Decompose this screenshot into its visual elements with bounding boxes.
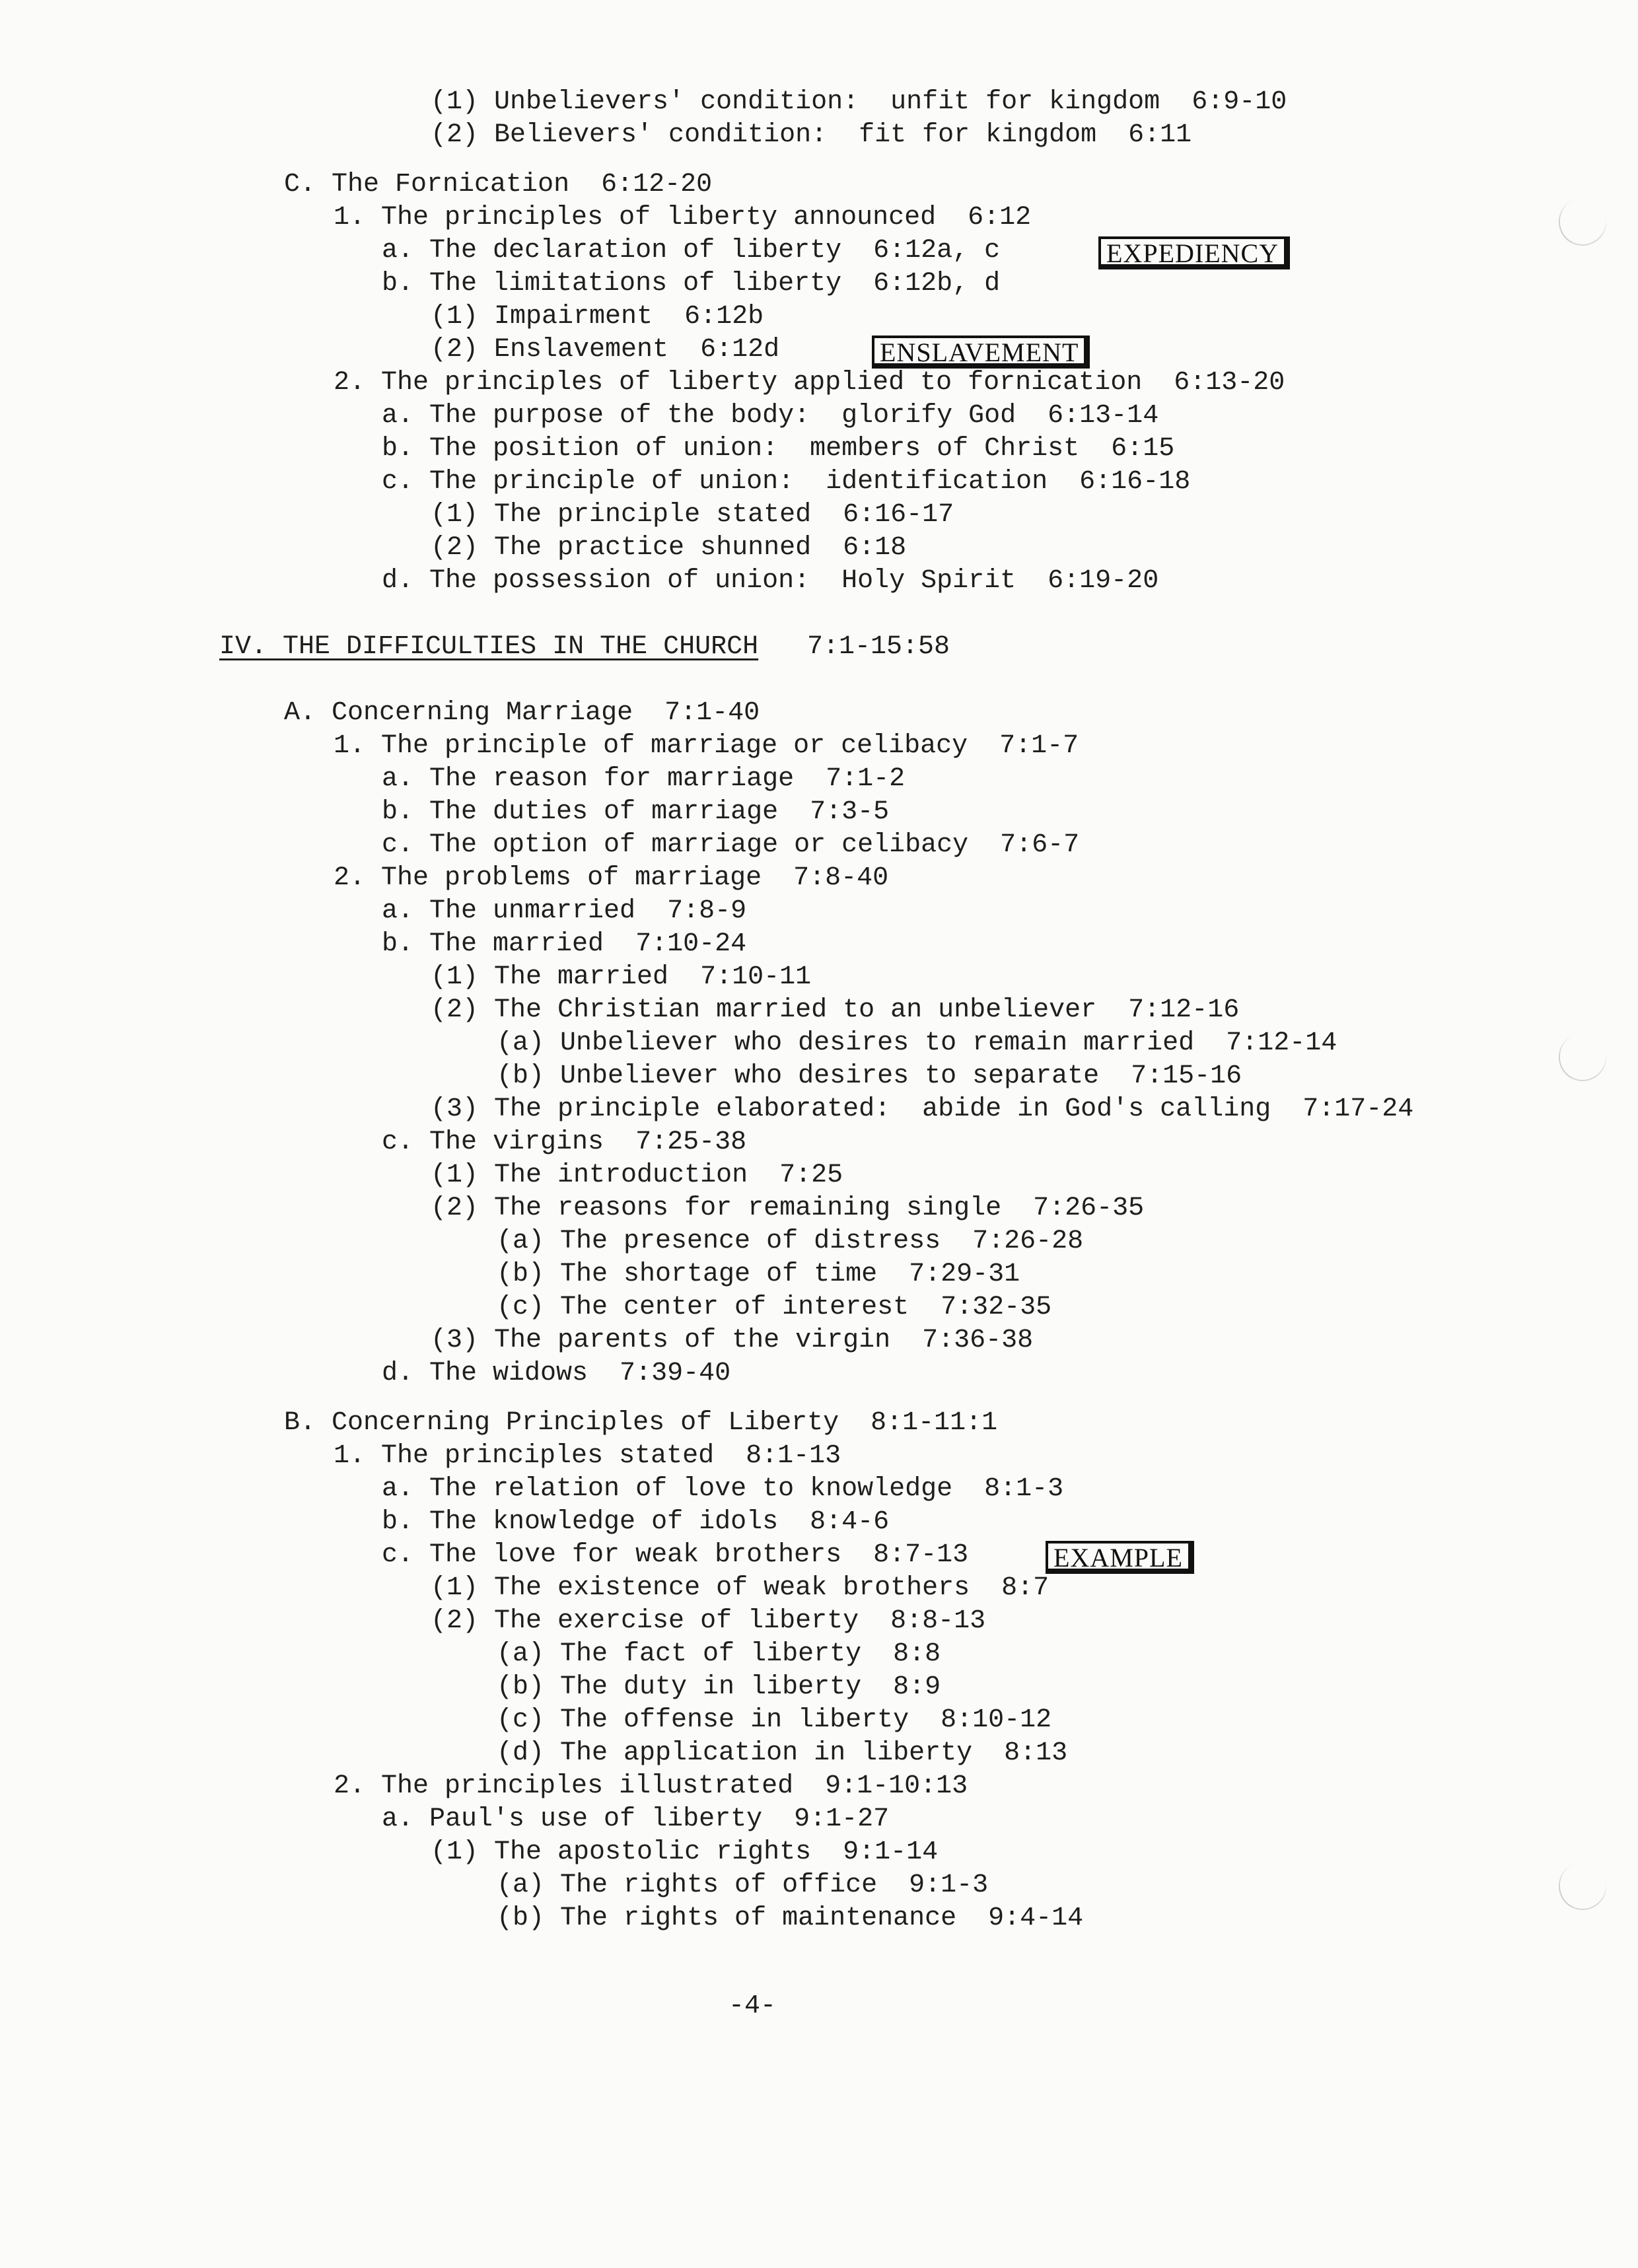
outline-line: B. Concerning Principles of Liberty 8:1-11:1 <box>284 1408 998 1438</box>
outline-line: 2. The principles illustrated 9:1-10:13 <box>334 1771 968 1801</box>
outline-line: (a) The rights of office 9:1-3 <box>497 1870 989 1900</box>
outline-line: b. The duties of marriage 7:3-5 <box>382 797 890 827</box>
outline-line: (1) The apostolic rights 9:1-14 <box>431 1837 939 1867</box>
outline-line: 2. The principles of liberty applied to fornication 6:13-20 <box>334 368 1285 398</box>
outline-line: (3) The principle elaborated: abide in God's calling 7:17-24 <box>431 1094 1414 1124</box>
outline-line: (2) Believers' condition: fit for kingdom 6:11 <box>431 120 1192 150</box>
punch-hole-mark <box>1552 192 1613 252</box>
outline-line: a. The declaration of liberty 6:12a, c <box>382 236 1001 266</box>
outline-line: (2) The exercise of liberty 8:8-13 <box>431 1606 986 1636</box>
section-heading-reference: 7:1-15:58 <box>807 632 950 662</box>
outline-line: d. The possession of union: Holy Spirit 6:19-20 <box>382 566 1159 596</box>
outline-line: a. The unmarried 7:8-9 <box>382 896 747 926</box>
outline-line: (b) Unbeliever who desires to separate 7:15-16 <box>497 1061 1242 1091</box>
outline-line: a. Paul's use of liberty 9:1-27 <box>382 1804 890 1834</box>
outline-line: (b) The duty in liberty 8:9 <box>497 1672 941 1702</box>
outline-line: C. The Fornication 6:12-20 <box>284 170 713 199</box>
outline-line: 1. The principles stated 8:1-13 <box>334 1441 841 1471</box>
outline-line: (d) The application in liberty 8:13 <box>497 1738 1068 1768</box>
outline-line: (2) Enslavement 6:12d <box>431 335 780 365</box>
outline-line: b. The position of union: members of Christ 6:15 <box>382 434 1175 464</box>
outline-line: c. The option of marriage or celibacy 7:6-7 <box>382 830 1080 860</box>
outline-line: (1) The existence of weak brothers 8:7 <box>431 1573 1050 1603</box>
example-stamp: EXAMPLE <box>1046 1541 1194 1574</box>
outline-line: 1. The principles of liberty announced 6:12 <box>334 203 1032 232</box>
outline-line: (b) The shortage of time 7:29-31 <box>497 1259 1020 1289</box>
outline-line: (a) The presence of distress 7:26-28 <box>497 1226 1084 1256</box>
outline-line: a. The reason for marriage 7:1-2 <box>382 764 906 794</box>
outline-line: (1) Impairment 6:12b <box>431 302 764 332</box>
outline-line: (c) The center of interest 7:32-35 <box>497 1293 1052 1322</box>
punch-hole-mark <box>1552 1856 1613 1917</box>
outline-line: 2. The problems of marriage 7:8-40 <box>334 863 889 893</box>
page-number: -4- <box>729 1991 777 2021</box>
outline-line: c. The principle of union: identification 6:16-18 <box>382 467 1191 497</box>
outline-line: (2) The Christian married to an unbeliever 7:12-16 <box>431 995 1240 1025</box>
outline-line: (1) The introduction 7:25 <box>431 1160 843 1190</box>
outline-line: (1) The principle stated 6:16-17 <box>431 500 954 530</box>
outline-line: (c) The offense in liberty 8:10-12 <box>497 1705 1052 1735</box>
outline-line: (2) The reasons for remaining single 7:26-35 <box>431 1193 1145 1223</box>
outline-line: (1) The married 7:10-11 <box>431 962 812 992</box>
section-heading: IV. THE DIFFICULTIES IN THE CHURCH <box>219 632 759 662</box>
punch-hole-mark <box>1552 1027 1613 1088</box>
outline-line: (3) The parents of the virgin 7:36-38 <box>431 1326 1034 1355</box>
outline-line: A. Concerning Marriage 7:1-40 <box>284 698 760 728</box>
outline-line: b. The limitations of liberty 6:12b, d <box>382 269 1001 299</box>
expediency-stamp: EXPEDIENCY <box>1098 236 1290 269</box>
outline-line: b. The married 7:10-24 <box>382 929 747 959</box>
enslavement-stamp: ENSLAVEMENT <box>872 336 1090 369</box>
outline-line: c. The virgins 7:25-38 <box>382 1127 747 1157</box>
outline-line: a. The purpose of the body: glorify God 6:13-14 <box>382 401 1159 431</box>
outline-line: a. The relation of love to knowledge 8:1-3 <box>382 1474 1064 1504</box>
outline-line: (a) Unbeliever who desires to remain married 7:12-14 <box>497 1028 1337 1058</box>
outline-line: c. The love for weak brothers 8:7-13 <box>382 1540 969 1570</box>
outline-line: (b) The rights of maintenance 9:4-14 <box>497 1903 1084 1933</box>
outline-line: (1) Unbelievers' condition: unfit for kingdom 6:9-10 <box>431 87 1287 117</box>
outline-line: (2) The practice shunned 6:18 <box>431 533 907 563</box>
outline-line: 1. The principle of marriage or celibacy 7:1-7 <box>334 731 1079 761</box>
outline-line: b. The knowledge of idols 8:4-6 <box>382 1507 890 1537</box>
outline-line: (a) The fact of liberty 8:8 <box>497 1639 941 1669</box>
outline-line: d. The widows 7:39-40 <box>382 1359 731 1388</box>
